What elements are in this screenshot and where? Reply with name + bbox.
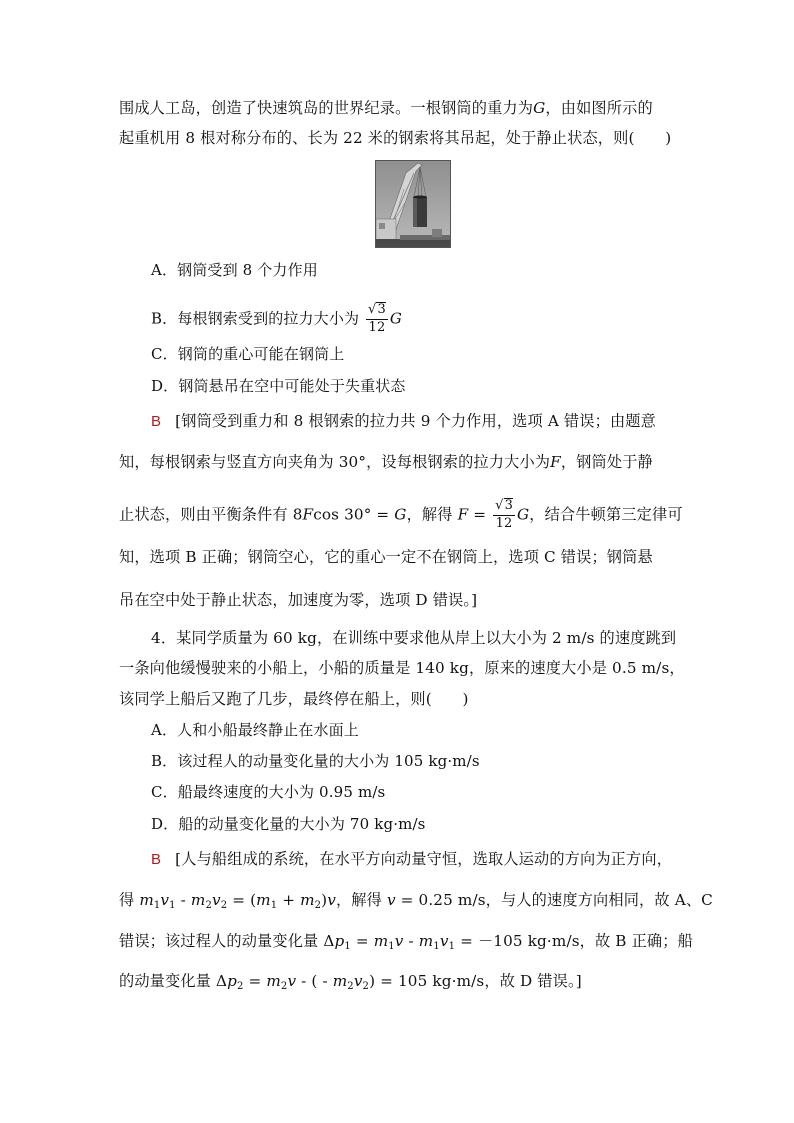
q4-explanation-line-3: 错误；该过程人的动量变化量 $\Delta p_1 = m_1v - m_1v_1 = -105$ kg·m/s，故 B 正确；船: [119, 932, 693, 952]
q4-option-b: B．该过程人的动量变化量的大小为 105 kg·m/s: [151, 752, 480, 770]
q3-explanation-line-4: 知，选项 B 正确；钢筒空心，它的重心一定不在钢筒上，选项 C 错误；钢筒悬: [119, 548, 653, 566]
q4-stem-line-2: 一条向他缓慢驶来的小船上，小船的质量是 140 kg，原来的速度大小是 0.5 m/s，: [119, 659, 685, 677]
q4-stem-line-3: 该同学上船后又跑了几步，最终停在船上，则( ): [119, 690, 469, 708]
q4-explanation-line-4: 的动量变化量 $\Delta p_2 = m_2v$ - ( - $m_2v_2) = 105$ kg·m/s，故 D 错误。]: [119, 972, 582, 992]
q4-option-d: D．船的动量变化量的大小为 70 kg·m/s: [151, 815, 426, 833]
q3-explanation-line-3: 止状态，则由平衡条件有 8Fcos 30° = G，解得 F = $\frac{√3}{12}$ G，结合牛顿第三定律可: [119, 498, 683, 531]
q3-option-c: C．钢筒的重心可能在钢筒上: [151, 345, 345, 363]
q3-explanation-line-2: 知，每根钢索与竖直方向夹角为 30°，设每根钢索的拉力大小为F，钢筒处于静: [119, 453, 653, 471]
q4-explanation-line-1: B [人与船组成的系统，在水平方向动量守恒，选取人运动的方向为正方向，: [151, 850, 673, 868]
q4-option-a: A．人和小船最终静止在水面上: [151, 721, 359, 739]
crane-lifting-steel-cylinder-photo-icon: [376, 161, 450, 247]
q4-option-c: C．船最终速度的大小为 0.95 m/s: [151, 783, 386, 801]
q3-explanation-line-1: B [钢筒受到重力和 8 根钢索的拉力共 9 个力作用，选项 A 错误；由题意: [151, 412, 656, 430]
q3-option-d: D．钢筒悬吊在空中可能处于失重状态: [151, 377, 406, 395]
q3-option-a: A．钢筒受到 8 个力作用: [151, 261, 318, 279]
fraction: $\frac{√3}{12}$: [495, 498, 513, 531]
fraction: $\frac{√3}{12}$: [368, 302, 386, 335]
q3-stem-line-2: 起重机用 8 根对称分布的、长为 22 米的钢索将其吊起，处于静止状态，则( ): [119, 129, 672, 147]
q4-explanation-line-2: 得 $m_1v_1 - m_2v_2 = (m_1 + m_2)v$，解得 v = 0.25 m/s，与人的速度方向相同，故 A、C: [119, 891, 713, 911]
q3-option-b: B．每根钢索受到的拉力大小为 $\frac{√3}{12}$ G: [151, 302, 403, 335]
q4-stem-line-1: 4．某同学质量为 60 kg，在训练中要求他从岸上以大小为 2 m/s 的速度跳到: [151, 629, 677, 647]
answer-letter: B: [151, 851, 162, 868]
answer-letter: B: [151, 413, 162, 430]
crane-photo: [375, 160, 451, 248]
q3-explanation-line-5: 吊在空中处于静止状态，加速度为零，选项 D 错误。]: [119, 591, 478, 609]
q3-stem-line-1: 围成人工岛，创造了快速筑岛的世界纪录。一根钢筒的重力为G，由如图所示的: [119, 99, 653, 117]
